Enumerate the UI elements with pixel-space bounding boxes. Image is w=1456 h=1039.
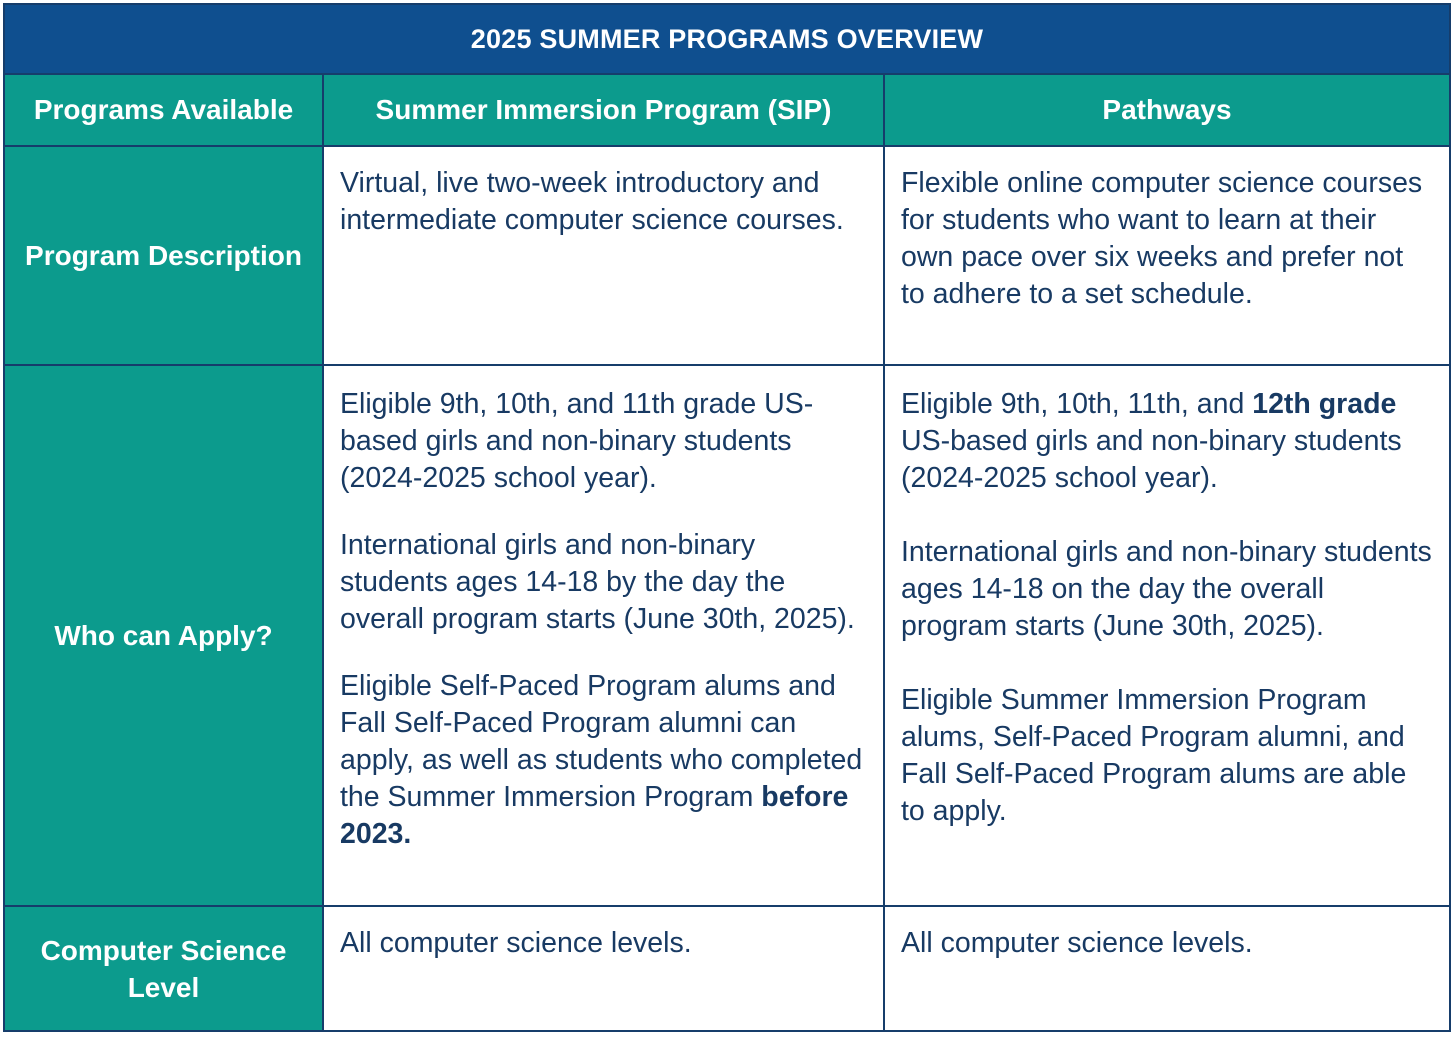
pathways-level-cell: [884, 906, 1449, 1030]
title-row: [5, 5, 1449, 74]
row-label-eligibility: Who can Apply?: [5, 365, 323, 906]
sip-eligibility-us: Eligible 9th, 10th, and 11th grade US-based girls and non-binary students (2024-2025 school year).: [340, 388, 814, 494]
sip-description-cell: [323, 146, 884, 365]
row-label-level: Computer Science Level: [5, 906, 323, 1030]
overview-table: [5, 5, 1449, 1030]
sip-alumni-text: Eligible Self-Paced Program alums and Fall Self-Paced Program alumni can apply, as well as students who completed the Summer Immersion Program: [340, 670, 863, 813]
table-row-level: [5, 906, 1449, 1030]
pathways-description-cell: [884, 146, 1449, 365]
header-programs-available: Programs Available: [5, 74, 323, 146]
pathways-eligibility-alumni: Eligible Summer Immersion Program alums, Self-Paced Program alumni, and Fall Self-Paced Program alums are able to apply.: [901, 684, 1407, 827]
sip-level: All computer science levels.: [340, 927, 692, 959]
pathways-description: Flexible online computer science courses for students who want to learn at their own pace over six weeks and prefer not to adhere to a set schedule.: [901, 167, 1423, 310]
table-row-eligibility: [5, 365, 1449, 906]
pathways-eligibility-us: [901, 386, 1433, 497]
pathways-us-rest: US-based girls and non-binary students (2024-2025 school year).: [901, 425, 1402, 494]
pathways-us-bold: 12th grade: [1252, 388, 1397, 420]
sip-alumni-bold: before 2023.: [340, 781, 849, 850]
table-row-description: [5, 146, 1449, 365]
header-row: [5, 74, 1449, 146]
sip-description: Virtual, live two-week introductory and intermediate computer science courses.: [340, 167, 844, 236]
pathways-eligibility-cell: [884, 365, 1449, 906]
programs-overview-table: [3, 3, 1451, 1032]
pathways-us-text: Eligible 9th, 10th, 11th, and: [901, 388, 1253, 420]
sip-level-cell: [323, 906, 884, 1030]
sip-eligibility-cell: [323, 365, 884, 906]
sip-eligibility-alumni: [340, 668, 867, 853]
pathways-eligibility-international: International girls and non-binary students ages 14-18 on the day the overall program starts (June 30th, 2025).: [901, 536, 1432, 642]
row-label-description: Program Description: [5, 146, 323, 365]
table-title: 2025 SUMMER PROGRAMS OVERVIEW: [5, 5, 1449, 74]
sip-eligibility-international: International girls and non-binary students ages 14-18 by the day the overall program starts (June 30th, 2025).: [340, 529, 855, 635]
pathways-level: All computer science levels.: [901, 927, 1253, 959]
header-sip: Summer Immersion Program (SIP): [323, 74, 884, 146]
header-pathways: Pathways: [884, 74, 1449, 146]
